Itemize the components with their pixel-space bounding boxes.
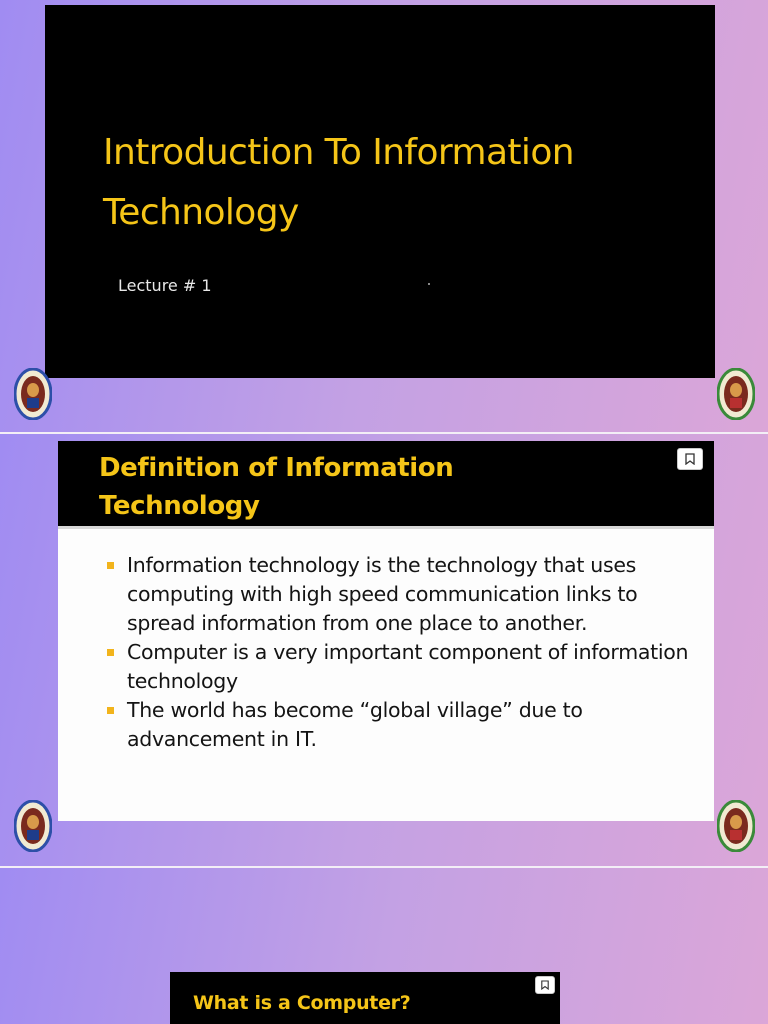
slide-2-header: [58, 441, 714, 526]
bullet-text: Information technology is the technology that uses computing with high speed communication links to spread information from one place to another.: [127, 553, 638, 635]
bullet-text: Computer is a very important component of information technology: [127, 640, 689, 693]
slide-1-title: Introduction To Information Technology: [103, 132, 574, 233]
bullet-marker: [107, 649, 114, 656]
bookmark-icon: [685, 453, 695, 465]
slide-2-title: Definition of Information Technology: [99, 453, 454, 521]
header-divider: [58, 526, 714, 529]
university-seal-icon: [717, 368, 755, 420]
list-item: [106, 638, 706, 696]
slide-2: [58, 441, 714, 821]
university-seal-icon: [14, 368, 52, 420]
slide-3-title: What is a Computer?: [193, 992, 411, 1014]
university-seal-icon: [717, 800, 755, 852]
list-item: [106, 551, 706, 638]
stray-dot: [428, 283, 430, 285]
bullet-marker: [107, 562, 114, 569]
slide-1-subtitle: Lecture # 1: [118, 276, 212, 295]
university-seal-icon: [14, 800, 52, 852]
bookmark-icon: [541, 980, 549, 990]
bullet-list: [106, 551, 706, 754]
slide-1: [45, 5, 715, 378]
bullet-marker: [107, 707, 114, 714]
bookmark-button[interactable]: [535, 976, 555, 994]
bookmark-button[interactable]: [677, 448, 703, 470]
slide-3: [170, 972, 560, 1024]
bullet-text: The world has become “global village” due to advancement in IT.: [127, 698, 583, 751]
list-item: [106, 696, 706, 754]
